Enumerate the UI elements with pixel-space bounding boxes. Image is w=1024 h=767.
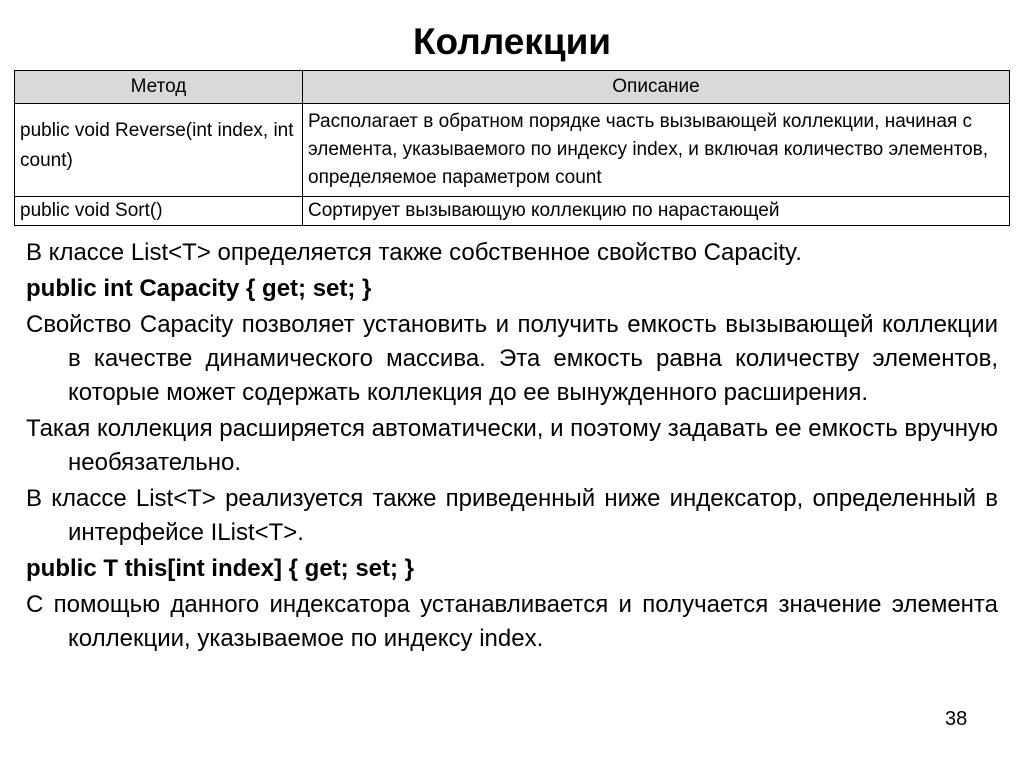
table-row (15, 197, 1010, 226)
slide-title: Коллекции (412, 21, 612, 62)
table-row (15, 104, 1010, 197)
header-description: Описание (303, 71, 1010, 104)
methods-table (14, 70, 1010, 226)
paragraph-indexer-intro: В классе List<T> реализуется также приведенный ниже индексатор, определенный в интерфейсе IList<T>. (26, 485, 998, 546)
paragraph-capacity-intro: В классе List<T> определяется также собственное свойство Capacity. (26, 239, 802, 266)
description-cell: Располагает в обратном порядке часть вызывающей коллекции, начиная с элемента, указываемого по индексу index, и включая количество элементов, определяемое параметром count (303, 104, 1010, 197)
method-cell: public void Reverse(int index, int count) (15, 104, 303, 197)
method-cell: public void Sort() (15, 197, 303, 226)
description-cell: Сортирует вызывающую коллекцию по нарастающей (303, 197, 1010, 226)
code-capacity-signature: public int Capacity { get; set; } (26, 275, 372, 302)
page-number: 38 (945, 708, 968, 730)
code-indexer-signature: public T this[int index] { get; set; } (26, 555, 415, 582)
paragraph-capacity-description: Свойство Capacity позволяет установить и получить емкость вызывающей коллекции в качестве динамического массива. Эта емкость равна количеству элементов, которые может содержать коллекция до ее вынужденного расширения. (26, 311, 998, 406)
body-text (26, 236, 998, 658)
paragraph-indexer-description: С помощью данного индексатора устанавливается и получается значение элемента коллекции, указываемое по индексу index. (26, 591, 998, 652)
paragraph-auto-expand: Такая коллекция расширяется автоматически, и поэтому задавать ее емкость вручную необязательно. (26, 415, 998, 476)
table-header-row (15, 71, 1010, 104)
header-method: Метод (15, 71, 303, 104)
